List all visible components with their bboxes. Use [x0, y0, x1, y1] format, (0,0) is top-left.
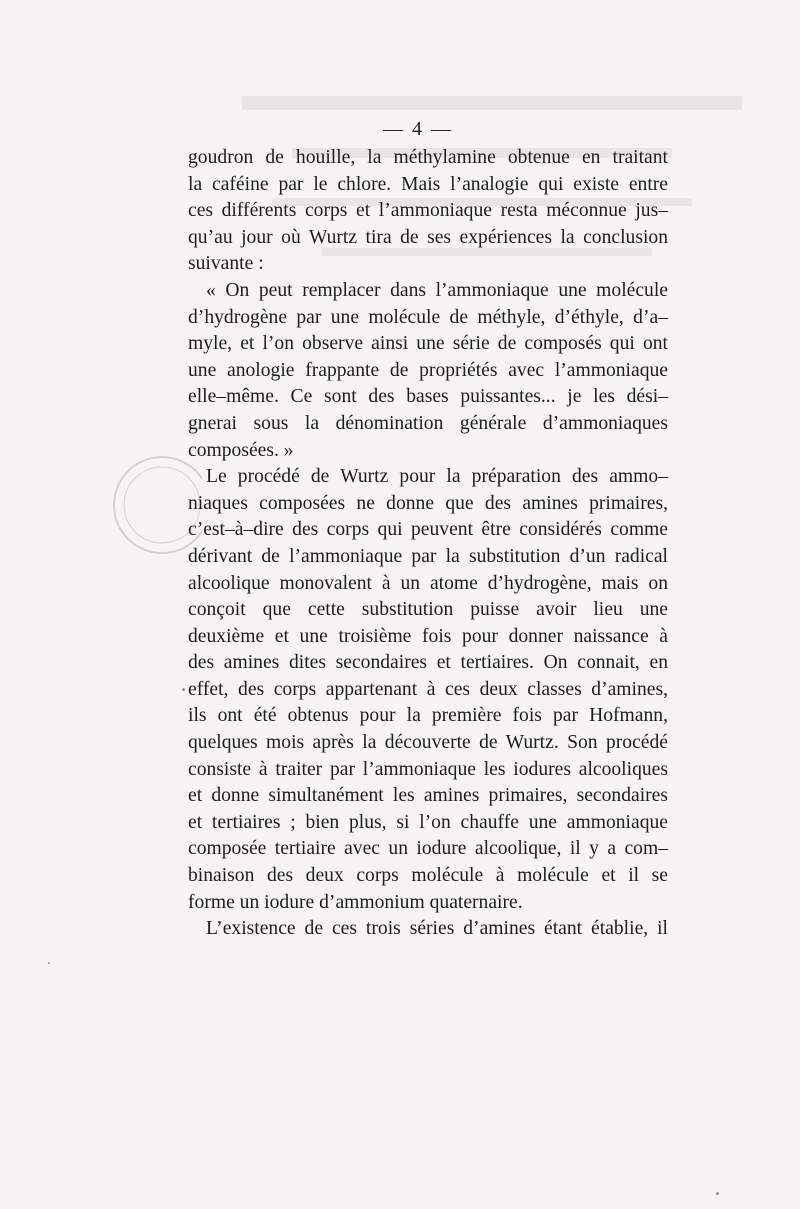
text-line: forme un iodure d’ammonium quaternaire.: [188, 891, 523, 913]
ink-speck: [716, 1192, 719, 1195]
text-line: deuxième et une troisième fois pour donner naissance à: [188, 625, 668, 647]
text-line: niaques composées ne donne que des amines primaires,: [188, 492, 668, 514]
text-line: et donne simultanément les amines primaires, secondaires: [188, 785, 668, 807]
text-line: Le procédé de Wurtz pour la préparation des ammo–: [206, 466, 668, 488]
text-line: « On peut remplacer dans l’ammoniaque une molécule: [206, 279, 668, 301]
text-line: conçoit que cette substitution puisse avoir lieu une: [188, 599, 668, 621]
text-line: elle–même. Ce sont des bases puissantes... je les dési–: [188, 386, 668, 408]
text-line: ces différents corps et l’ammoniaque resta méconnue jus–: [188, 200, 668, 222]
text-line: d’hydrogène par une molécule de méthyle, d’éthyle, d’a–: [188, 306, 668, 328]
text-line: composée tertiaire avec un iodure alcoolique, il y a com–: [188, 838, 668, 860]
text-line: alcoolique monovalent à un atome d’hydrogène, mais on: [188, 572, 668, 594]
text-line: et tertiaires ; bien plus, si l’on chauffe une ammoniaque: [188, 811, 668, 833]
text-line: qu’au jour où Wurtz tira de ses expériences la conclusion: [188, 226, 668, 248]
text-line: myle, et l’on observe ainsi une série de composés qui ont: [188, 333, 668, 355]
text-line: consiste à traiter par l’ammoniaque les iodures alcooliques: [188, 758, 668, 780]
body-text: [188, 145, 668, 943]
library-stamp-icon: [102, 440, 202, 570]
text-line: c’est–à–dire des corps qui peuvent être considérés comme: [188, 519, 668, 541]
ink-speck: [48, 962, 50, 964]
text-line: dérivant de l’ammoniaque par la substitution d’un radical: [188, 545, 668, 567]
text-line: binaison des deux corps molécule à molécule et il se: [188, 865, 668, 887]
ink-speck: [182, 688, 185, 691]
text-line: ils ont été obtenus pour la première fois par Hofmann,: [188, 705, 668, 727]
text-line: suivante :: [188, 253, 264, 275]
text-line: effet, des corps appartenant à ces deux classes d’amines,: [188, 678, 668, 700]
text-line: quelques mois après la découverte de Wurtz. Son procédé: [188, 732, 668, 754]
page-number: — 4 —: [383, 118, 453, 140]
text-line: une anologie frappante de propriétés avec l’ammoniaque: [188, 359, 668, 381]
text-line: goudron de houille, la méthylamine obtenue en traitant: [188, 147, 668, 168]
text-line: des amines dites secondaires et tertiaires. On connait, en: [188, 652, 668, 674]
text-line: L’existence de ces trois séries d’amines étant établie, il: [206, 918, 668, 940]
text-line: composées. »: [188, 439, 294, 461]
text-line: la caféine par le chlore. Mais l’analogie qui existe entre: [188, 173, 668, 195]
text-line: gnerai sous la dénomination générale d’ammoniaques: [188, 412, 668, 434]
